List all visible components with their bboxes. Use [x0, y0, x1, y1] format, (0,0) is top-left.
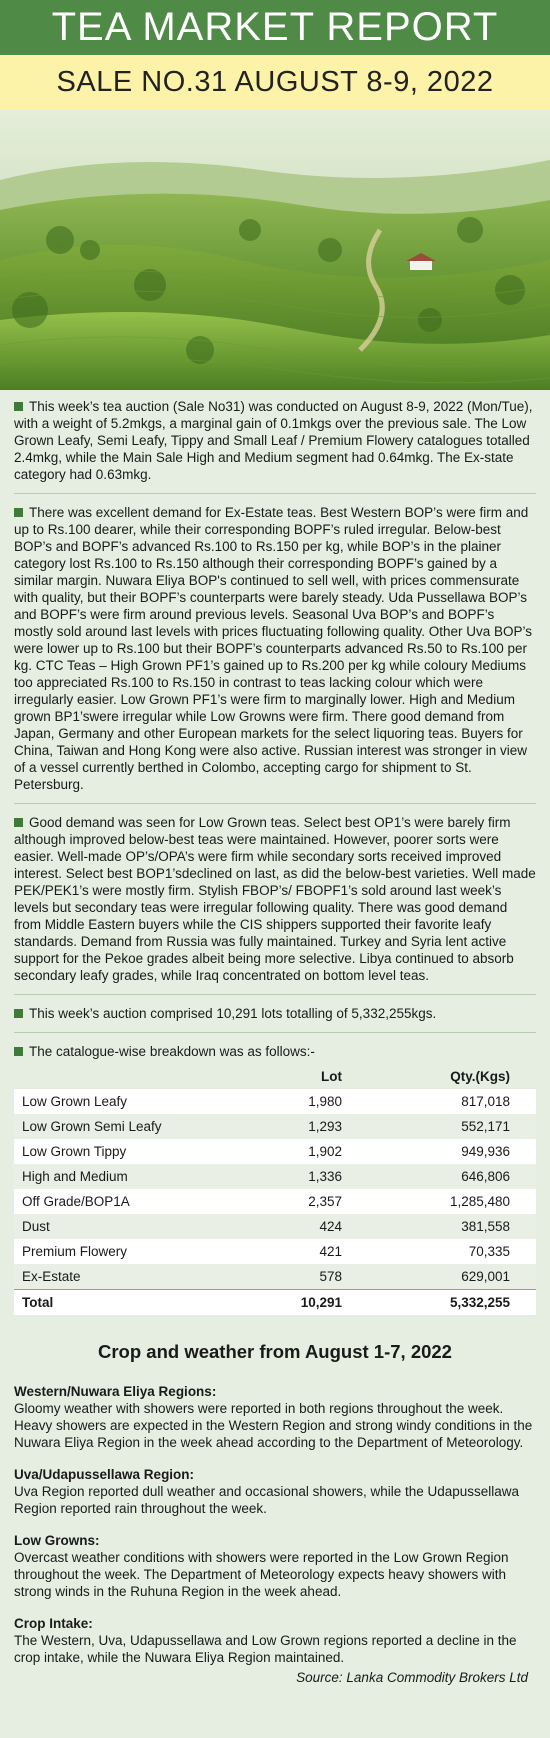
row-qty: 817,018: [382, 1089, 536, 1114]
square-bullet-icon: [14, 1009, 23, 1018]
row-qty: 1,285,480: [382, 1189, 536, 1214]
region-heading: Western/Nuwara Eliya Regions:: [14, 1384, 217, 1399]
row-qty: 381,558: [382, 1214, 536, 1239]
row-qty: 949,936: [382, 1139, 536, 1164]
table-row: [14, 1239, 536, 1264]
square-bullet-icon: [14, 508, 23, 517]
region-heading: Uva/Udapussellawa Region:: [14, 1467, 195, 1482]
region-text: Gloomy weather with showers were reported in both regions throughout the week. Heavy showers are expected in the Western Region and strong windy conditions in the Nuwara Eliya Region in the week ahead according to the Department of Meteorology.: [14, 1401, 533, 1450]
row-qty: 646,806: [382, 1164, 536, 1189]
row-qty: 629,001: [382, 1264, 536, 1290]
square-bullet-icon: [14, 1047, 23, 1056]
tea-plantation-image: [0, 110, 550, 390]
row-lot: 1,293: [254, 1114, 382, 1139]
row-catalogue: Low Grown Semi Leafy: [14, 1114, 254, 1139]
report-title: TEA MARKET REPORT: [51, 5, 499, 49]
summary-paragraph: This week’s tea auction (Sale No31) was conducted on August 8-9, 2022 (Mon/Tue), with a weight of 5.2mkgs, a marginal gain of 0.1mkgs over the previous sale. The Low Grown Leafy, Semi Leafy, Tippy and Small Leaf / Premium Flowery catalogues totalled 2.4mkg, while the Main Sale High and Medium segment had 0.64mkg. The Ex-state category had 0.63mkg.: [14, 399, 533, 482]
table-row: [14, 1089, 536, 1114]
row-qty: 552,171: [382, 1114, 536, 1139]
table-row: [14, 1114, 536, 1139]
region-text: Uva Region reported dull weather and occasional showers, while the Udapussellawa Region reported rain throughout the week.: [14, 1484, 520, 1516]
square-bullet-icon: [14, 818, 23, 827]
subtitle-banner: [0, 55, 550, 110]
table-row: [14, 1264, 536, 1290]
title-banner: [0, 0, 550, 55]
table-header-qty: Qty.(Kgs): [450, 1069, 510, 1084]
total-lot: 10,291: [254, 1290, 382, 1316]
crop-intake: [14, 1615, 536, 1666]
crop-weather-heading: Crop and weather from August 1-7, 2022: [98, 1341, 452, 1362]
table-header-lot: Lot: [321, 1069, 342, 1084]
divider: [14, 1032, 536, 1033]
row-catalogue: Dust: [14, 1214, 254, 1239]
row-catalogue: High and Medium: [14, 1164, 254, 1189]
breakdown-intro: The catalogue-wise breakdown was as follows:-: [14, 1043, 536, 1060]
row-catalogue: Low Grown Leafy: [14, 1089, 254, 1114]
table-header-catalogue: [14, 1064, 254, 1089]
row-catalogue: Premium Flowery: [14, 1239, 254, 1264]
auction-total-paragraph: This week’s auction comprised 10,291 lots totalling of 5,332,255kgs.: [14, 1005, 536, 1022]
row-catalogue: Off Grade/BOP1A: [14, 1189, 254, 1214]
region-text: Overcast weather conditions with showers were reported in the Low Grown Region throughout the week. The Department of Meteorology expects heavy showers with strong winds in the Ruhuna Region in the week ahead.: [14, 1550, 509, 1599]
divider: [14, 994, 536, 995]
table-row: [14, 1139, 536, 1164]
low-grown-paragraph: Good demand was seen for Low Grown teas. Select best OP1’s were barely firm although improved below-best teas were maintained. However, poorer sorts were easier. Well-made OP’s/OPA’s were firm while secondary sorts received improved interest. Select best BOP1’sdeclined on last, as did the below-best varieties. Well made PEK/PEK1’s were mostly firm. Stylish FBOP’s/ FBOPF1’s sold around last week’s levels but secondary teas were irregular following quality. There was good demand from Middle Eastern buyers while the CIS shippers supported their favorite leafy standards. Demand from Russia was fully maintained. Turkey and Syria lent active support for the Pekoe grades albeit being more selective. Libya continued to absorb secondary leafy grades, while Iraq concentrated on bottom level teas.: [14, 815, 536, 983]
sale-subtitle: SALE NO.31 AUGUST 8-9, 2022: [56, 66, 494, 98]
region-western-nuwara-eliya: [14, 1383, 536, 1451]
row-qty: 70,335: [382, 1239, 536, 1264]
region-text: The Western, Uva, Udapussellawa and Low Grown regions reported a decline in the crop intake, while the Nuwara Eliya Region maintained.: [14, 1633, 517, 1665]
report-body: [0, 390, 550, 1685]
table-row: [14, 1189, 536, 1214]
row-lot: 424: [254, 1214, 382, 1239]
region-heading: Low Growns:: [14, 1533, 100, 1548]
row-catalogue: Low Grown Tippy: [14, 1139, 254, 1164]
source-credit: Source: Lanka Commodity Brokers Ltd: [296, 1670, 528, 1685]
table-row: [14, 1164, 536, 1189]
ex-estate-paragraph: There was excellent demand for Ex-Estate teas. Best Western BOP’s were firm and up to Rs.100 dearer, while their corresponding BOPF’s ruled irregular. Below-best BOP’s and BOPF’s advanced Rs.100 to Rs.150 per kg, while BOP’s in the plainer category lost Rs.100 to Rs.150 although their corresponding BOPF’s gained by a similar margin. Nuwara Eliya BOP's continued to sell well, with prices commensurate with quality, but their BOPF’s counterparts were barely steady. Uda Pussellawa BOP’s and BOPF’s were firm around previous levels. Seasonal Uva BOP’s and BOPF’s mostly sold around last levels with prices fluctuating following quality. Other Uva BOP’s were lower up to Rs.100 but their BOPF’s counterparts advanced Rs.50 to Rs.100 per kg. CTC Teas – High Grown PF1’s gained up to Rs.200 per kg while coloury Mediums too appreciated Rs.100 to Rs.150 in contrast to teas lacking colour which were irregularly easier. Low Grown PF1’s were firm to marginally lower. High and Medium grown BP1’swere irregular while Low Growns were firm. There good demand from Japan, Germany and other European markets for the select liquoring teas. Buyers for China, Taiwan and Hong Kong were also active. Russian interest was stronger in view of a vessel currently berthed in Colombo, accepting cargo for shipment to St. Petersburg.: [14, 505, 532, 792]
row-lot: 1,980: [254, 1089, 382, 1114]
region-heading: Crop Intake:: [14, 1616, 93, 1631]
total-label: Total: [14, 1290, 254, 1316]
row-lot: 1,336: [254, 1164, 382, 1189]
table-header-row: [14, 1064, 536, 1089]
row-catalogue: Ex-Estate: [14, 1264, 254, 1290]
square-bullet-icon: [14, 402, 23, 411]
table-row: [14, 1214, 536, 1239]
row-lot: 1,902: [254, 1139, 382, 1164]
region-uva-udapussellawa: [14, 1466, 536, 1517]
table-total-row: [14, 1290, 536, 1316]
row-lot: 421: [254, 1239, 382, 1264]
row-lot: 2,357: [254, 1189, 382, 1214]
total-qty: 5,332,255: [382, 1290, 536, 1316]
divider: [14, 493, 536, 494]
catalogue-breakdown-table: [14, 1064, 536, 1315]
divider: [14, 803, 536, 804]
row-lot: 578: [254, 1264, 382, 1290]
region-low-growns: [14, 1532, 536, 1600]
